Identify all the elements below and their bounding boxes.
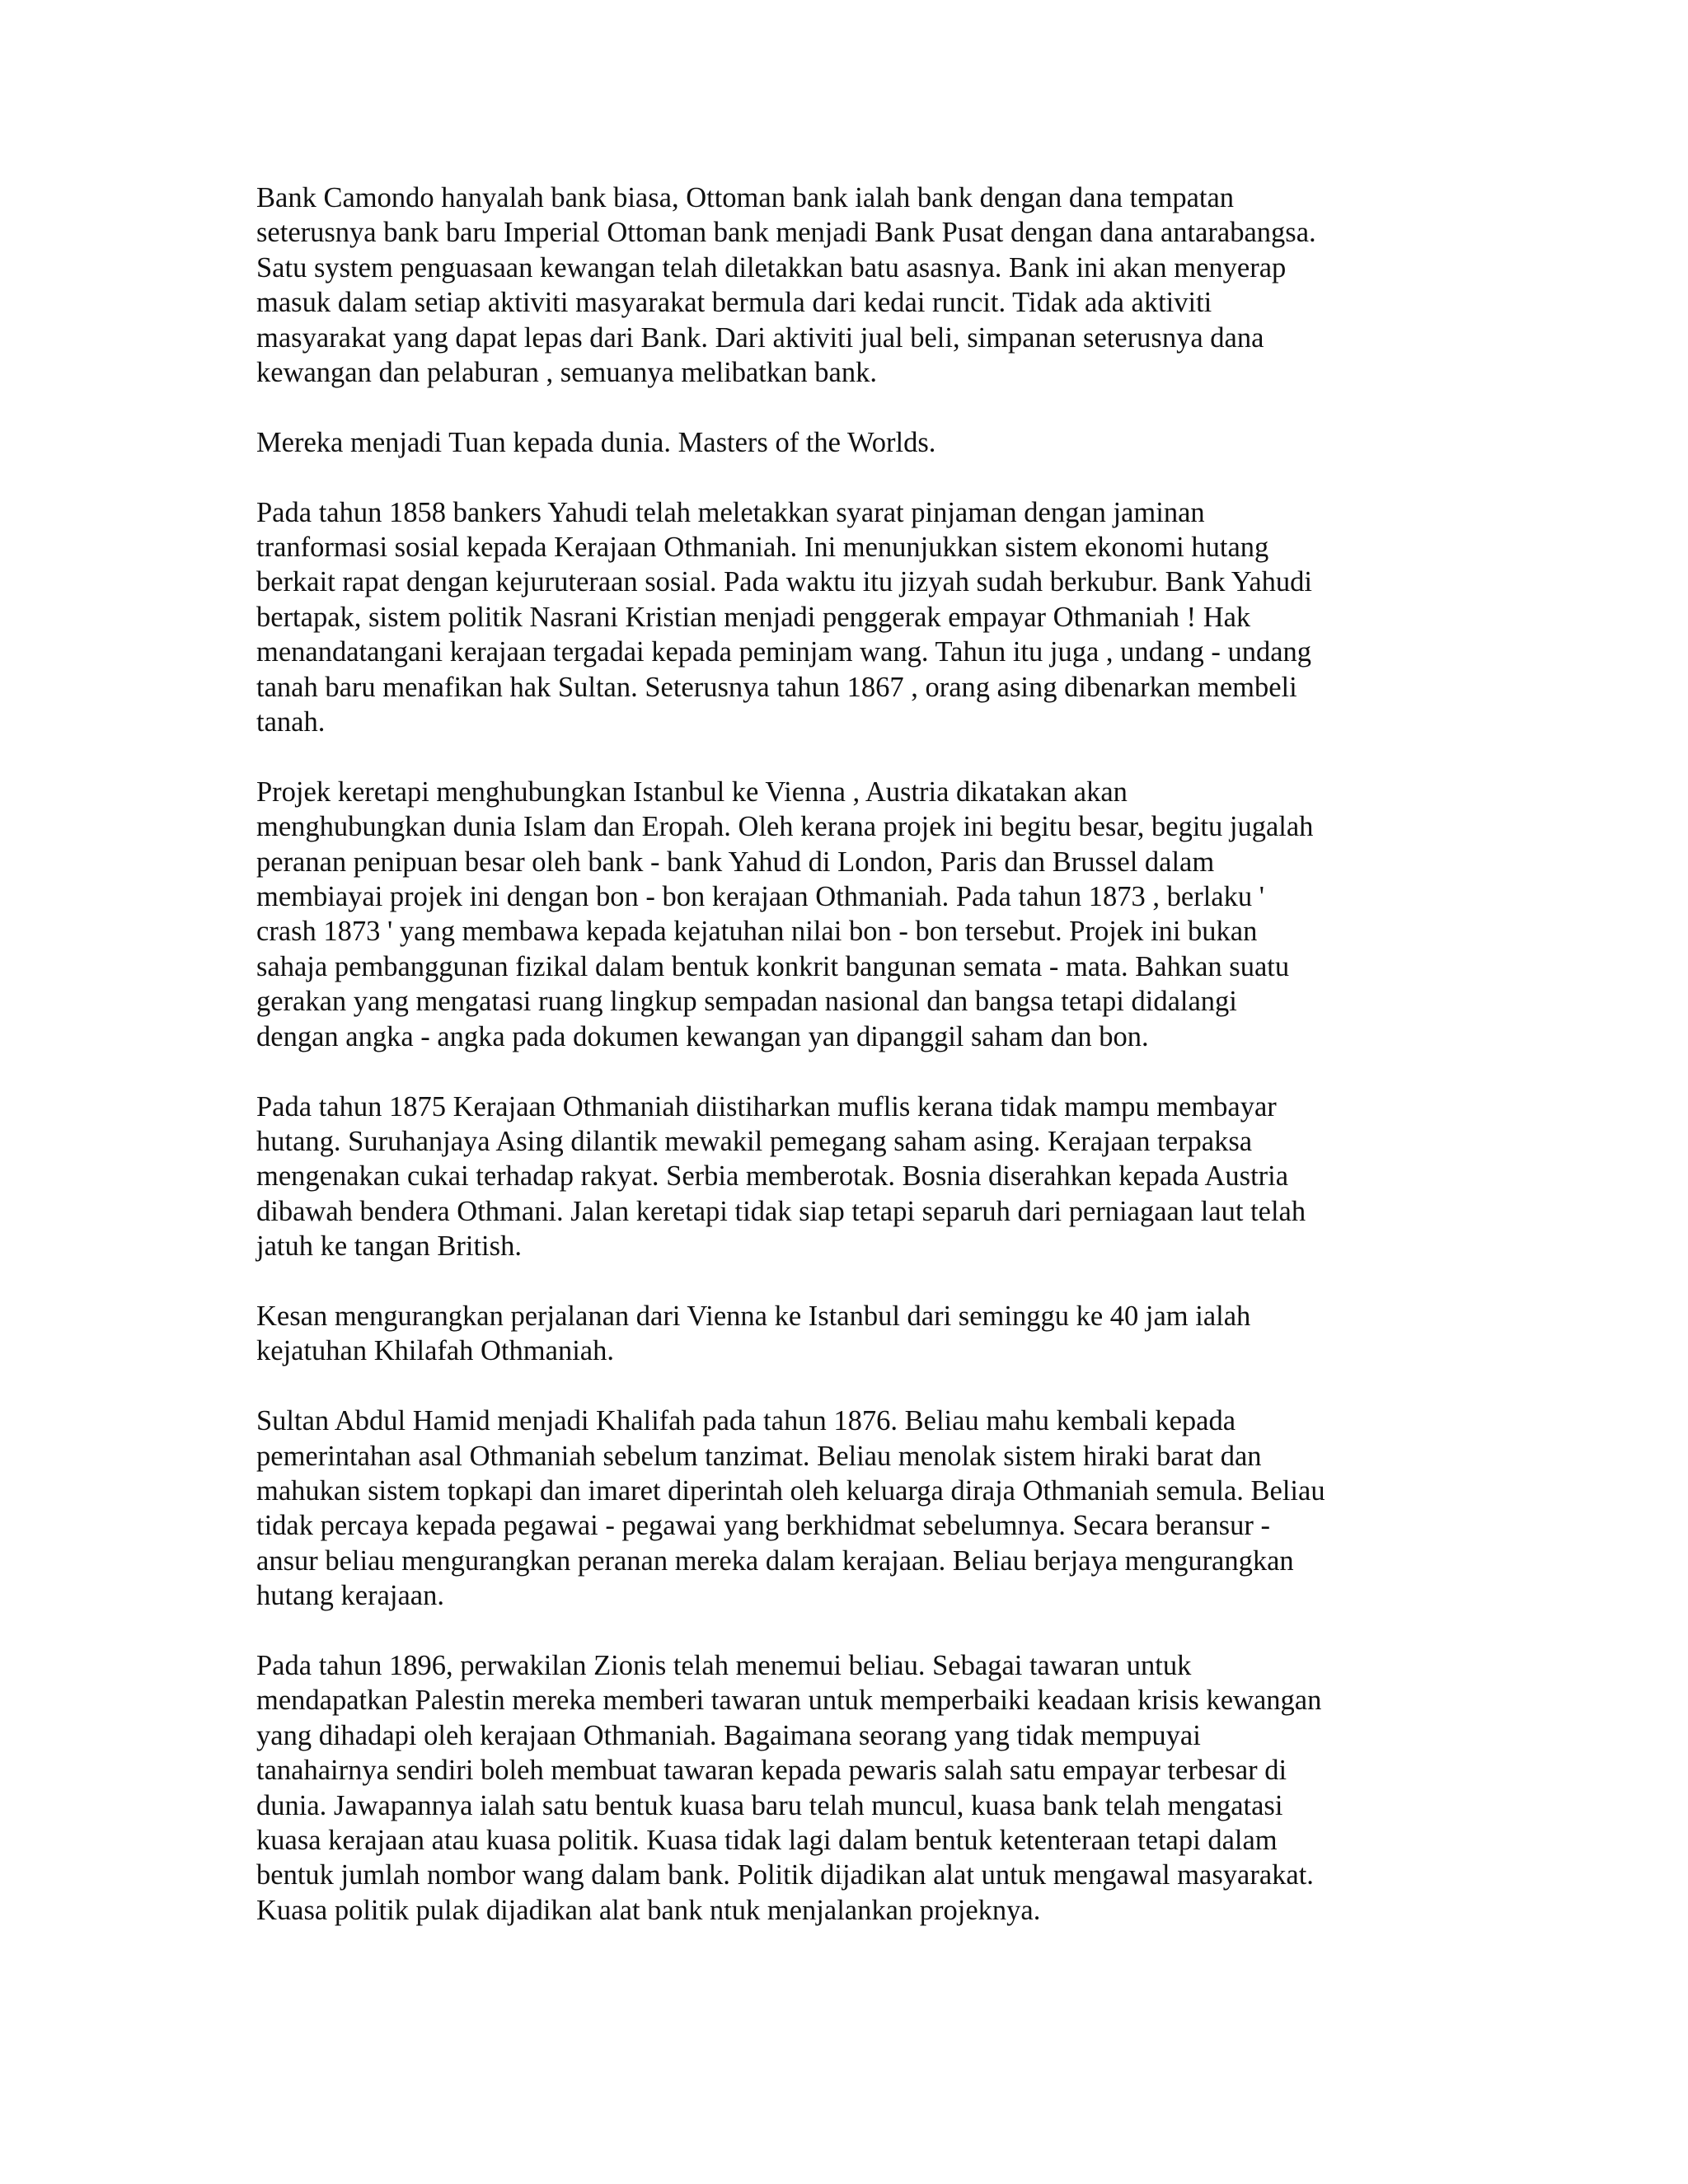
text-line: bertapak, sistem politik Nasrani Kristian menjadi penggerak empayar Othmaniah ! Hak: [256, 601, 1251, 633]
text-line: tidak percaya kepada pegawai - pegawai yang berkhidmat sebelumnya. Secara beransur -: [256, 1510, 1270, 1542]
text-line: kewangan dan pelaburan , semuanya melibatkan bank.: [256, 357, 877, 389]
paragraph-1: [256, 180, 1441, 390]
text-line: ansur beliau mengurangkan peranan mereka dalam kerajaan. Beliau berjaya mengurangkan: [256, 1544, 1294, 1577]
text-line: tanah.: [256, 706, 326, 738]
text-line: pemerintahan asal Othmaniah sebelum tanzimat. Beliau menolak sistem hiraki barat dan: [256, 1440, 1262, 1472]
text-line: seterusnya bank baru Imperial Ottoman bank menjadi Bank Pusat dengan dana antarabangsa.: [256, 217, 1316, 249]
text-line: mendapatkan Palestin mereka memberi tawaran untuk memperbaiki keadaan krisis kewangan: [256, 1685, 1322, 1717]
text-line: tranformasi sosial kepada Kerajaan Othmaniah. Ini menunjukkan sistem ekonomi hutang: [256, 532, 1269, 564]
text-line: Pada tahun 1858 bankers Yahudi telah meletakkan syarat pinjaman dengan jaminan: [256, 496, 1205, 528]
text-line: dengan angka - angka pada dokumen kewangan yan dipanggil saham dan bon.: [256, 1020, 1149, 1052]
text-line: Satu system penguasaan kewangan telah diletakkan batu asasnya. Bank ini akan menyerap: [256, 251, 1287, 284]
text-line: menandatangani kerajaan tergadai kepada peminjam wang. Tahun itu juga , undang - undang: [256, 636, 1312, 668]
text-line: kejatuhan Khilafah Othmaniah.: [256, 1335, 614, 1367]
paragraph-7: [256, 1404, 1441, 1613]
text-line: Pada tahun 1875 Kerajaan Othmaniah diistiharkan muflis kerana tidak mampu membayar: [256, 1090, 1277, 1122]
text-line: masyarakat yang dapat lepas dari Bank. Dari aktiviti jual beli, simpanan seterusnya dana: [256, 321, 1264, 354]
text-line: hutang. Suruhanjaya Asing dilantik mewakil pemegang saham asing. Kerajaan terpaksa: [256, 1125, 1253, 1157]
text-line: Projek keretapi menghubungkan Istanbul ke Vienna , Austria dikatakan akan: [256, 776, 1128, 808]
text-line: crash 1873 ' yang membawa kepada kejatuhan nilai bon - bon tersebut. Projek ini bukan: [256, 916, 1258, 948]
text-line: mengenakan cukai terhadap rakyat. Serbia memberotak. Bosnia diserahkan kepada Austria: [256, 1160, 1289, 1193]
text-line: masuk dalam setiap aktiviti masyarakat bermula dari kedai runcit. Tidak ada aktiviti: [256, 287, 1212, 319]
text-line: Sultan Abdul Hamid menjadi Khalifah pada tahun 1876. Beliau mahu kembali kepada: [256, 1405, 1236, 1437]
document-body: [256, 180, 1441, 1928]
text-line: tanahairnya sendiri boleh membuat tawaran kepada pewaris salah satu empayar terbesar di: [256, 1755, 1287, 1787]
text-line: Bank Camondo hanyalah bank biasa, Ottoman bank ialah bank dengan dana tempatan: [256, 182, 1235, 213]
text-line: sahaja pembanggunan fizikal dalam bentuk konkrit bangunan semata - mata. Bahkan suatu: [256, 950, 1290, 982]
text-line: menghubungkan dunia Islam dan Eropah. Oleh kerana projek ini begitu besar, begitu jugalah: [256, 811, 1314, 843]
paragraph-4: [256, 775, 1441, 1054]
text-line: Kuasa politik pulak dijadikan alat bank ntuk menjalankan projeknya.: [256, 1894, 1041, 1926]
text-line: bentuk jumlah nombor wang dalam bank. Politik dijadikan alat untuk mengawal masyarakat.: [256, 1859, 1314, 1891]
paragraph-8: [256, 1648, 1441, 1928]
paragraph-5: [256, 1090, 1441, 1264]
text-line: berkait rapat dengan kejuruteraan sosial. Pada waktu itu jizyah sudah berkubur. Bank Yahudi: [256, 566, 1312, 598]
paragraph-3: [256, 495, 1441, 740]
text-line: peranan penipuan besar oleh bank - bank Yahud di London, Paris dan Brussel dalam: [256, 846, 1215, 878]
text-line: gerakan yang mengatasi ruang lingkup sempadan nasional dan bangsa tetapi didalangi: [256, 986, 1237, 1018]
text-line: hutang kerajaan.: [256, 1580, 444, 1612]
text-line: membiayai projek ini dengan bon - bon kerajaan Othmaniah. Pada tahun 1873 , berlaku ': [256, 881, 1264, 913]
text-line: mahukan sistem topkapi dan imaret diperintah oleh keluarga diraja Othmaniah semula. Beliau: [256, 1474, 1325, 1507]
text-line: dibawah bendera Othmani. Jalan keretapi tidak siap tetapi separuh dari perniagaan laut telah: [256, 1195, 1306, 1227]
text-line: Pada tahun 1896, perwakilan Zionis telah menemui beliau. Sebagai tawaran untuk: [256, 1649, 1192, 1681]
text-line: dunia. Jawapannya ialah satu bentuk kuasa baru telah muncul, kuasa bank telah mengatasi: [256, 1789, 1283, 1821]
paragraph-2: [256, 425, 1441, 460]
text-line: kuasa kerajaan atau kuasa politik. Kuasa tidak lagi dalam bentuk ketenteraan tetapi dalam: [256, 1824, 1278, 1856]
text-line: yang dihadapi oleh kerajaan Othmaniah. Bagaimana seorang yang tidak mempuyai: [256, 1719, 1201, 1751]
text-line: tanah baru menafikan hak Sultan. Seterusnya tahun 1867 , orang asing dibenarkan membeli: [256, 671, 1297, 703]
text-line: jatuh ke tangan British.: [256, 1230, 522, 1263]
paragraph-6: [256, 1299, 1441, 1369]
text-line: Mereka menjadi Tuan kepada dunia. Masters of the Worlds.: [256, 426, 936, 458]
text-line: Kesan mengurangkan perjalanan dari Vienna ke Istanbul dari seminggu ke 40 jam ialah: [256, 1300, 1251, 1332]
